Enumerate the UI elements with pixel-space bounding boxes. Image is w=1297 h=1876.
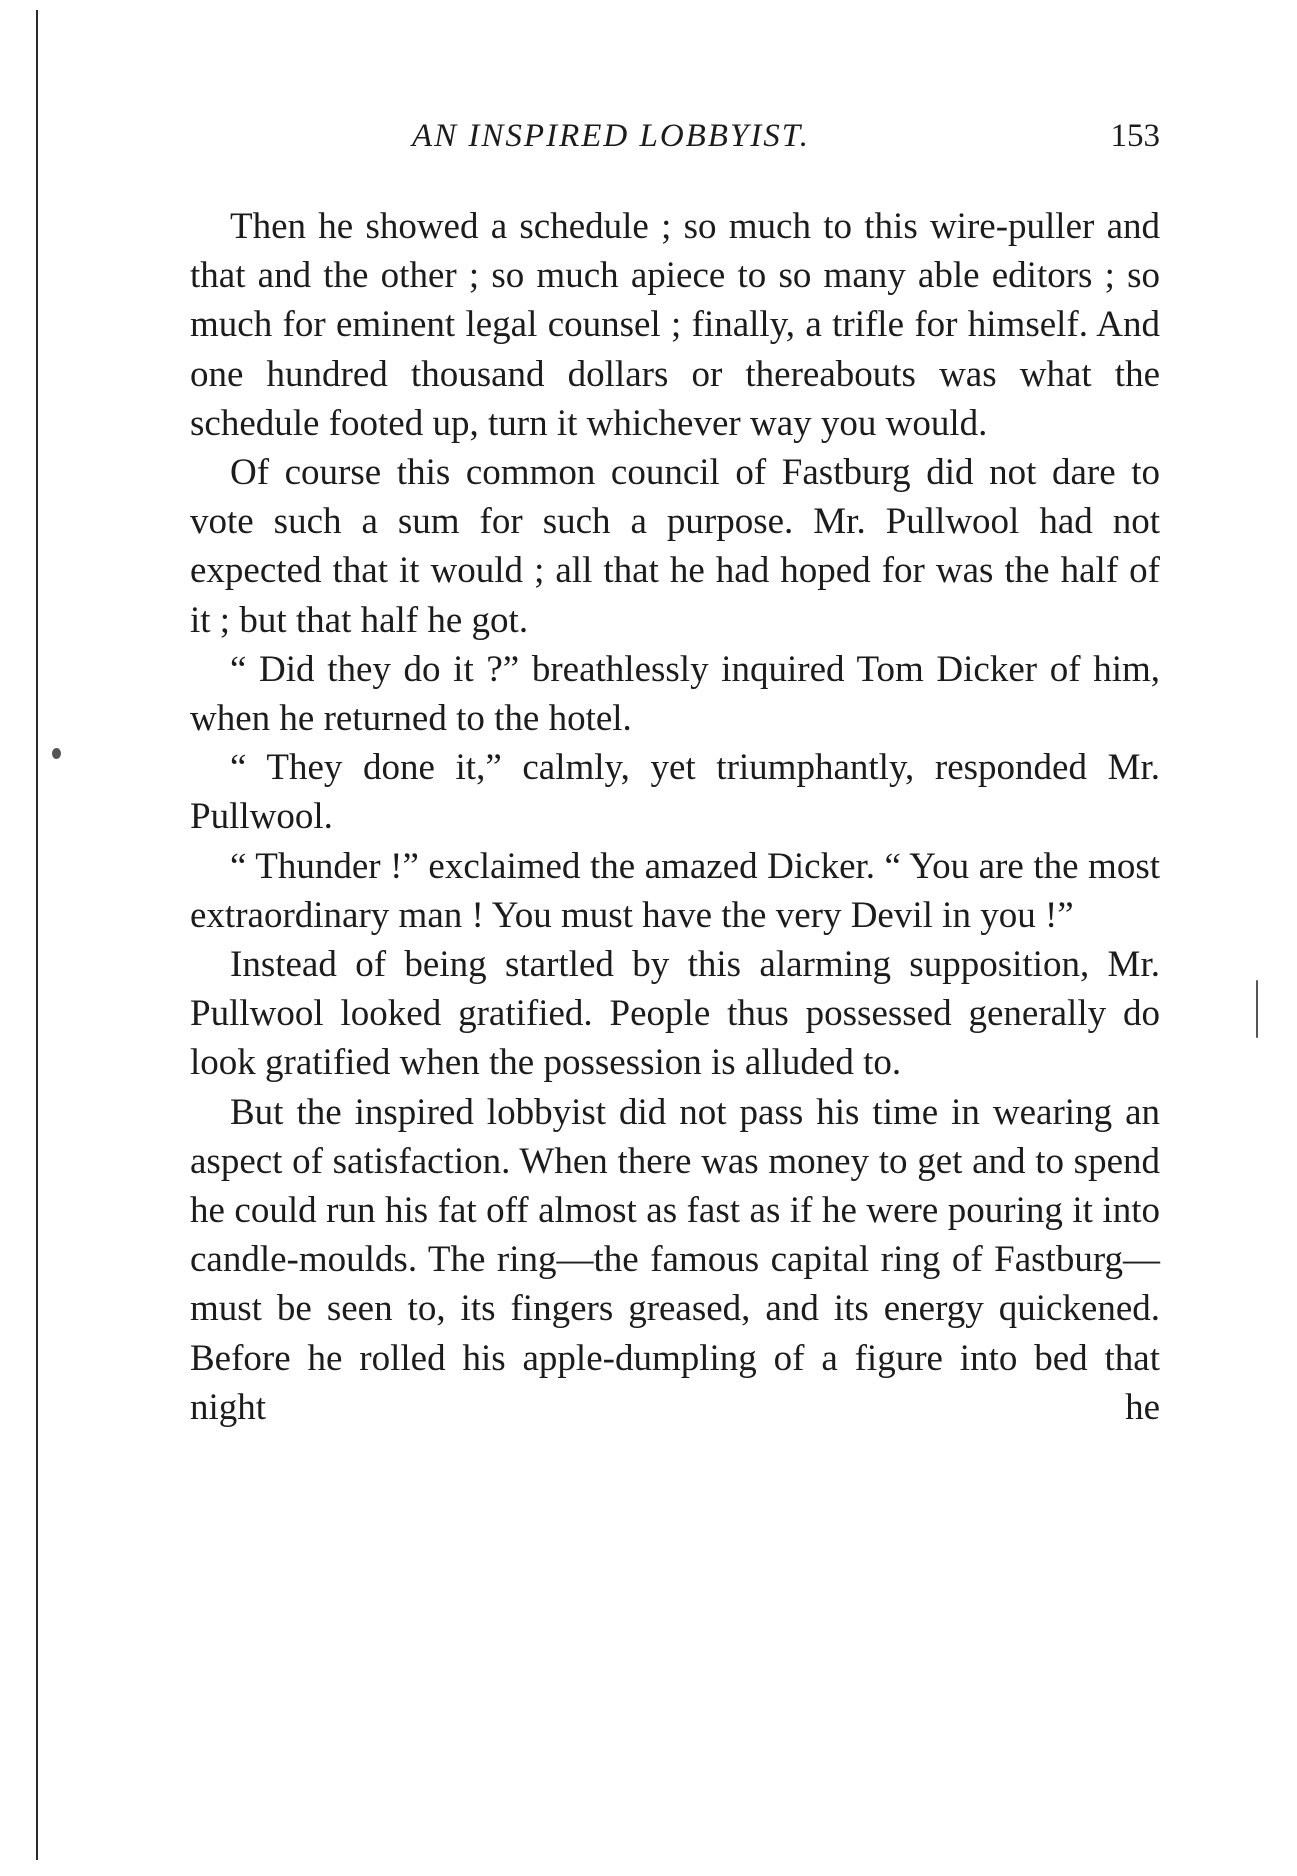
paragraph: But the inspired lobbyist did not pass his time in wearing an aspect of satisfaction. When there was money to get and to spend he could run his fat off almost as fast as if he were pouring it into candle-moulds. The ring—the famous capital ring of Fastburg—must be seen to, its fingers greased, and its energy quickened. Before he rolled his apple-dumpling of a figure into bed that night he: [190, 1091, 1160, 1428]
paragraph: “ Did they do it ?” breathlessly inquired Tom Dicker of him, when he returned to the hotel.: [190, 648, 1160, 740]
paragraph: Then he showed a schedule ; so much to this wire-puller and that and the other ; so much apiece to so many able editors ; so much for eminent legal counsel ; finally, a trifle for himself. And one hundred thousand dollars or thereabouts was what the schedule footed up, turn it whichever way you would.: [190, 206, 1160, 444]
page-number: 153: [1110, 118, 1160, 154]
page-edge-rule: [36, 10, 38, 1860]
paragraph: “ They done it,” calmly, yet triumphantly, responded Mr. Pullwool.: [190, 747, 1160, 838]
running-header: [190, 118, 1160, 158]
scan-speck: [1256, 980, 1258, 1038]
running-title: AN INSPIRED LOBBYIST.: [412, 118, 810, 154]
body-text: [190, 202, 1160, 1432]
paragraph: Of course this common council of Fastburg did not dare to vote such a sum for such a purpose. Mr. Pullwool had not expected that it would ; all that he had hoped for was the half of it ; but that half he got.: [190, 452, 1160, 641]
paragraph: Instead of being startled by this alarming supposition, Mr. Pullwool looked gratified. People thus possessed generally do look gratified when the possession is alluded to.: [190, 944, 1160, 1084]
scan-speck: [52, 748, 61, 759]
paragraph: “ Thunder !” exclaimed the amazed Dicker. “ You are the most extraordinary man ! You must have the very Devil in you !”: [190, 845, 1160, 936]
